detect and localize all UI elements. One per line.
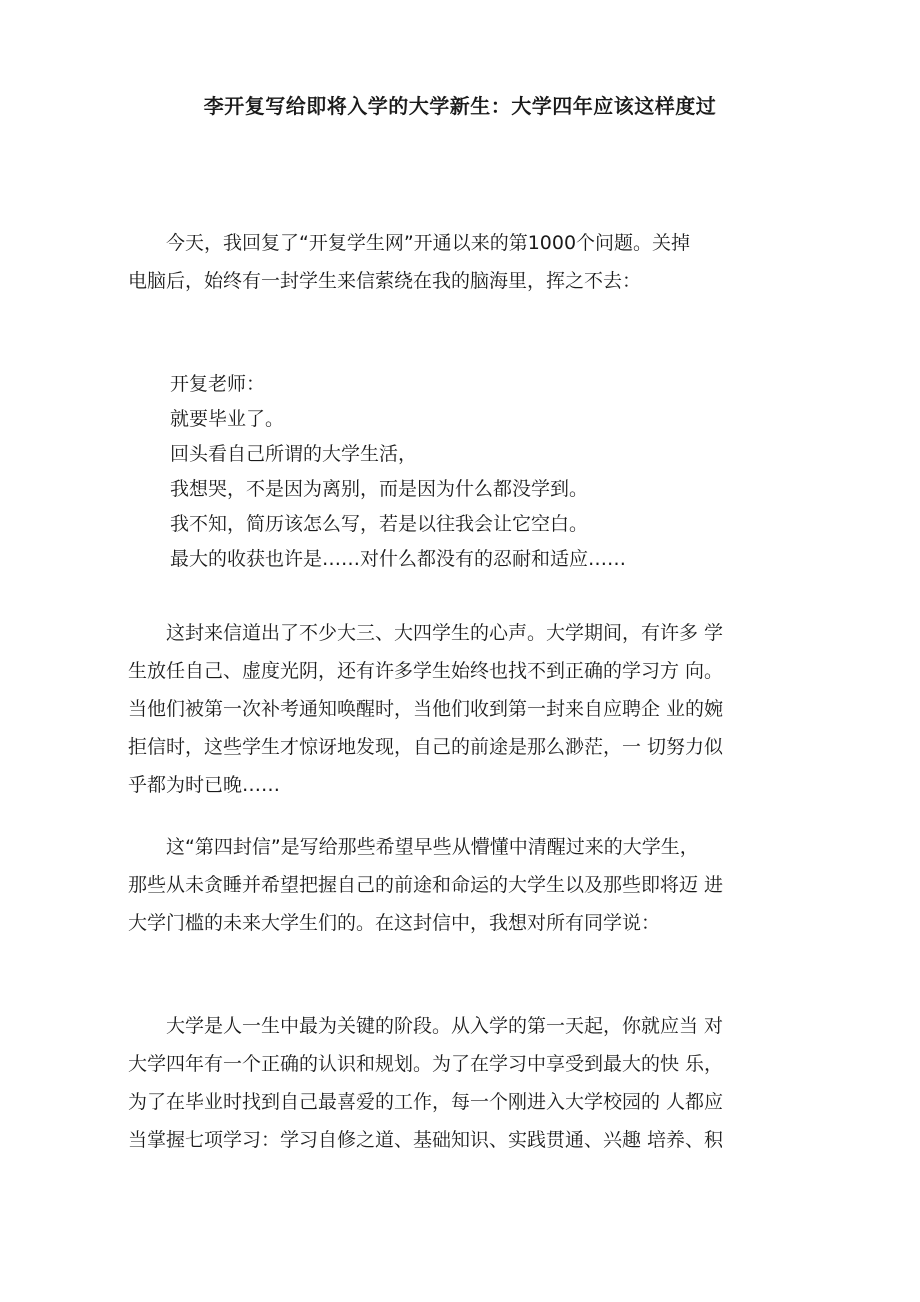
letter-line: 我不知，简历该怎么写，若是以往我会让它空白。 (170, 513, 589, 535)
paragraph-line: 当他们被第一次补考通知唤醒时，当他们收到第一封来自应聘企 业的婉 (128, 698, 724, 720)
paragraph-line: 今天，我回复了“开复学生网”开通以来的第1000个问题。关掉 (128, 232, 691, 254)
paragraph-fourth-letter (128, 828, 788, 942)
letter-line: 回头看自己所谓的大学生活， (170, 443, 418, 465)
paragraph-context (128, 614, 788, 804)
paragraph-line: 大学是人一生中最为关键的阶段。从入学的第一天起，你就应当 对 (128, 1015, 724, 1037)
paragraph-university-stage (128, 1007, 788, 1159)
letter-line: 就要毕业了。 (170, 408, 285, 430)
paragraph-intro (128, 224, 788, 300)
paragraph-line: 大学门槛的未来大学生们的。在这封信中，我想对所有同学说： (128, 912, 661, 934)
paragraph-line: 那些从未贪睡并希望把握自己的前途和命运的大学生以及那些即将迈 进 (128, 874, 724, 896)
paragraph-line: 这“第四封信”是写给那些希望早些从懵懂中清醒过来的大学生， (128, 836, 699, 858)
paragraph-line: 大学四年有一个正确的认识和规划。为了在学习中享受到最大的快 乐， (128, 1053, 724, 1075)
paragraph-line: 电脑后，始终有一封学生来信萦绕在我的脑海里，挥之不去： (128, 270, 642, 292)
letter-line: 我想哭，不是因为离别，而是因为什么都没学到。 (170, 478, 589, 500)
paragraph-line: 这封来信道出了不少大三、大四学生的心声。大学期间，有许多 学 (128, 622, 724, 644)
document-title: 李开复写给即将入学的大学新生：大学四年应该这样度过 (203, 94, 717, 118)
paragraph-line: 乎都为时已晚…… (128, 774, 281, 796)
paragraph-line: 当掌握七项学习：学习自修之道、基础知识、实践贯通、兴趣 培养、积 (128, 1129, 724, 1151)
quoted-letter (170, 367, 770, 577)
paragraph-line: 生放任自己、虚度光阴，还有许多学生始终也找不到正确的学习方 向。 (128, 660, 724, 682)
letter-line: 开复老师： (170, 373, 266, 395)
letter-line: 最大的收获也许是……对什么都没有的忍耐和适应…… (170, 548, 627, 570)
paragraph-line: 为了在毕业时找到自己最喜爱的工作，每一个刚进入大学校园的 人都应 (128, 1091, 724, 1113)
paragraph-line: 拒信时，这些学生才惊讶地发现，自己的前途是那么渺茫，一 切努力似 (128, 736, 724, 758)
